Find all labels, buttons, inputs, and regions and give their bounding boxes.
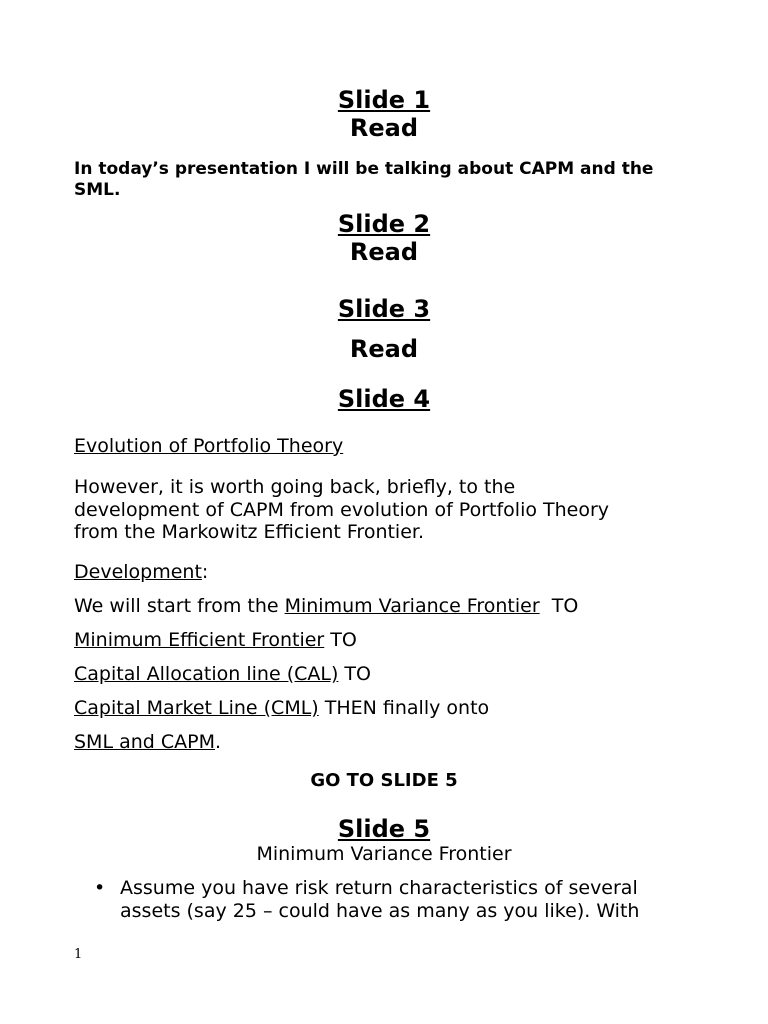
bullet-line-2: assets (say 25 – could have as many as you like). With [120, 900, 640, 922]
bullet-icon: • [94, 877, 106, 899]
slide-4-subheading: Evolution of Portfolio Theory [74, 435, 344, 457]
slide-3-heading: Slide 3 [337, 295, 431, 323]
step-1-suffix: TO [324, 629, 357, 651]
start-prefix: We will start from the [74, 595, 285, 617]
go-to-slide-5: GO TO SLIDE 5 [310, 770, 458, 791]
step-4-link: SML and CAPM [74, 731, 215, 753]
step-2-link: Capital Allocation line (CAL) [74, 663, 339, 685]
development-step-4 [74, 731, 221, 754]
intro-line-2: SML. [74, 180, 121, 200]
slide-3-read: Read [349, 335, 419, 363]
development-label [74, 561, 208, 584]
development-step-1 [74, 629, 357, 652]
start-suffix: TO [539, 595, 579, 617]
development-step-2 [74, 663, 371, 686]
slide-1-read: Read [349, 114, 419, 142]
step-1-link: Minimum Efficient Frontier [74, 629, 325, 651]
paragraph-line-3: from the Markowitz Efficient Frontier. [74, 521, 425, 543]
paragraph-line-2: development of CAPM from evolution of Portfolio Theory [74, 499, 610, 521]
development-step-3 [74, 697, 489, 720]
slide-4-heading: Slide 4 [337, 385, 431, 413]
slide-5-subheading: Minimum Variance Frontier [256, 843, 512, 865]
step-2-suffix: TO [338, 663, 371, 685]
paragraph-line-1: However, it is worth going back, briefly, to the [74, 476, 516, 498]
intro-line-1: In today’s presentation I will be talking about CAPM and the [74, 159, 654, 179]
slide-5-heading: Slide 5 [337, 815, 431, 843]
slide-2-read: Read [349, 238, 419, 266]
step-3-link: Capital Market Line (CML) [74, 697, 319, 719]
step-4-suffix: . [214, 731, 222, 753]
step-3-suffix: THEN finally onto [318, 697, 490, 719]
development-colon: : [201, 561, 209, 583]
page-number: 1 [74, 947, 83, 962]
bullet-line-1: Assume you have risk return characteristics of several [120, 877, 638, 899]
development-label-text: Development [74, 561, 202, 583]
development-start [74, 595, 578, 618]
slide-1-heading: Slide 1 [337, 86, 431, 114]
minimum-variance-frontier-link: Minimum Variance Frontier [284, 595, 540, 617]
slide-2-heading: Slide 2 [337, 210, 431, 238]
